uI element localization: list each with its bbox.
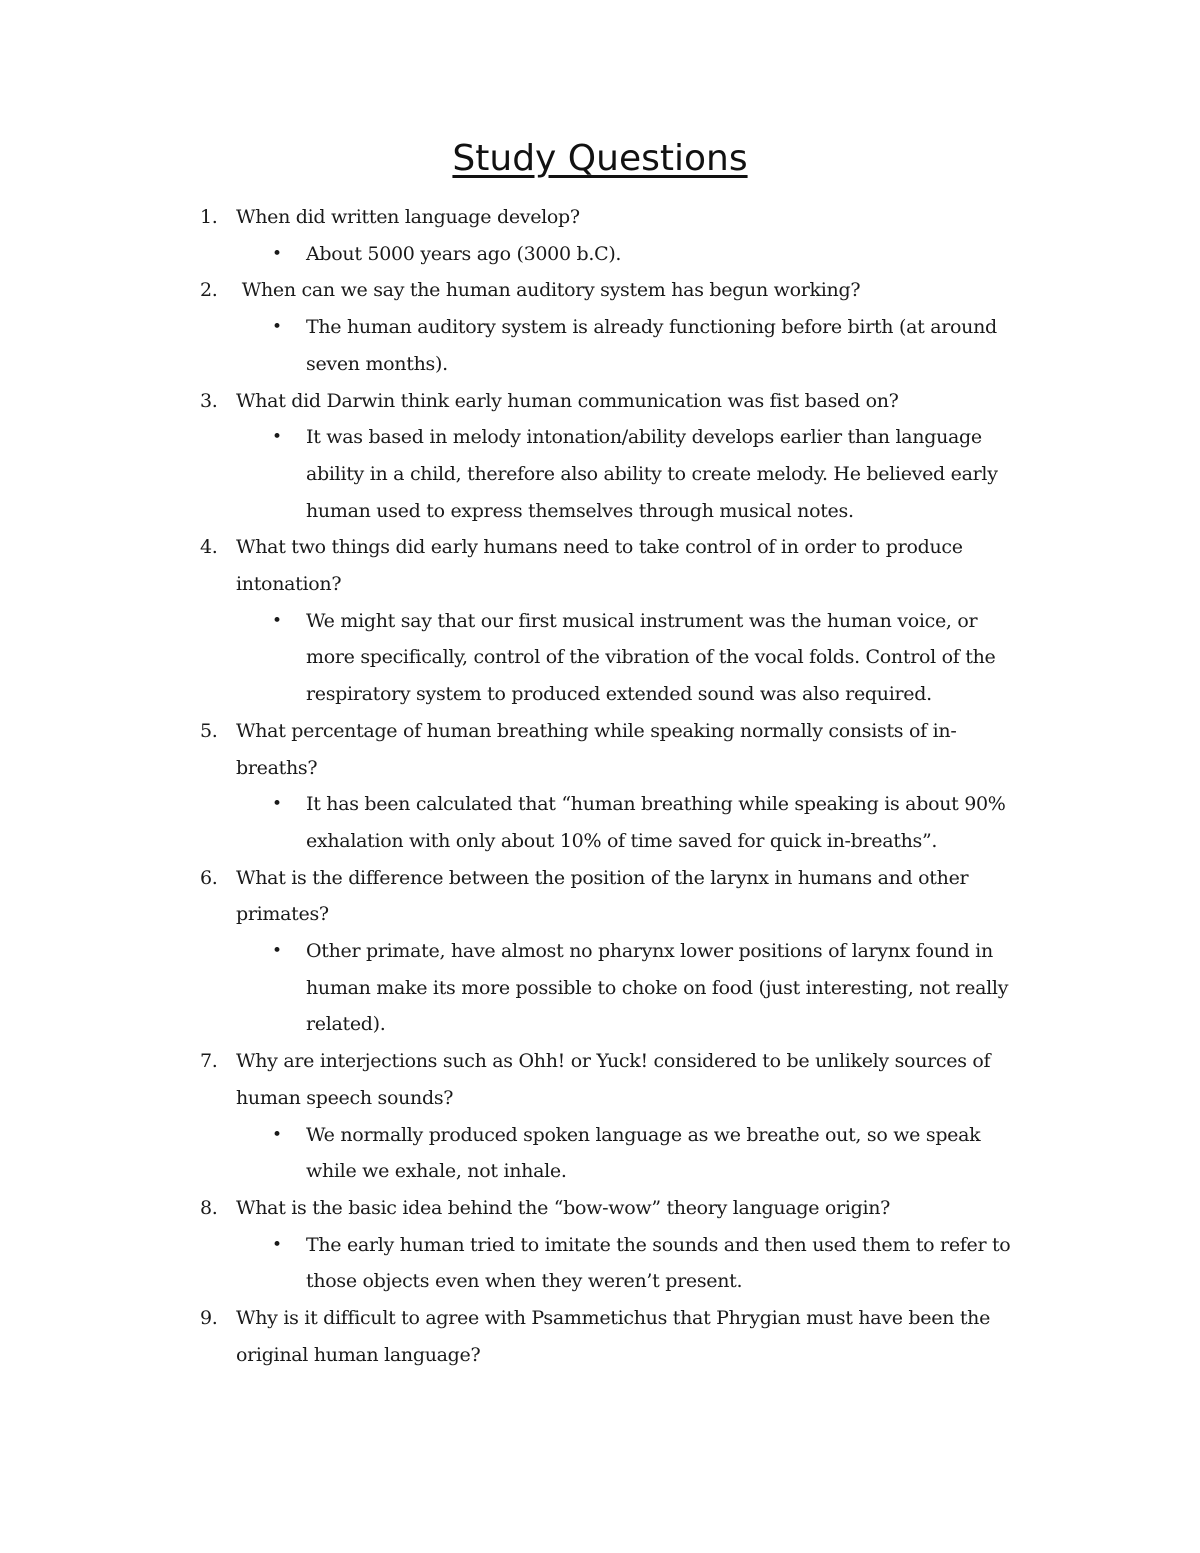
question-item: [200, 1190, 1030, 1227]
question-text: What is the difference between the position of the larynx in humans and other primates?: [236, 866, 975, 926]
question-item: [200, 713, 1030, 786]
question-number: 8.: [200, 1196, 218, 1219]
bullet-icon: •: [272, 1124, 282, 1145]
question-text: What is the basic idea behind the “bow-wow” theory language origin?: [236, 1196, 891, 1219]
question-number: 9.: [200, 1307, 218, 1330]
question-item: [200, 1043, 1030, 1116]
question-list: [200, 199, 1030, 1374]
answer-text: We normally produced spoken language as we breathe out, so we speak while we exhale, not inhale.: [306, 1123, 981, 1183]
question-item: [200, 199, 1030, 236]
question-text: What percentage of human breathing while speaking normally consists of in-breaths?: [236, 719, 957, 779]
bullet-icon: •: [272, 243, 282, 264]
answer-text: The human auditory system is already functioning before birth (at around seven months).: [306, 316, 997, 375]
answer-text: It was based in melody intonation/ability develops earlier than language ability in a child, therefore also ability to create melody. He believed early human used to express themselves through musical notes.: [306, 426, 998, 522]
answer-item: [200, 786, 1030, 859]
question-number: 2.: [200, 279, 218, 302]
question-text: What two things did early humans need to take control of in order to produce intonation?: [236, 536, 969, 596]
question-number: 1.: [200, 206, 218, 228]
question-item: [200, 860, 1030, 933]
bullet-icon: •: [272, 794, 282, 815]
question-text: Why is it difficult to agree with Psammetichus that Phrygian must have been the original human language?: [236, 1307, 996, 1366]
question-text: What did Darwin think early human communication was fist based on?: [236, 389, 899, 412]
answer-item: [200, 419, 1030, 529]
question-number: 5.: [200, 719, 218, 742]
answer-text: We might say that our first musical instrument was the human voice, or more specifically, control of the vibration of the vocal folds. Control of the respiratory system to produced extended sound was also required.: [306, 609, 996, 706]
question-item: [200, 383, 1030, 420]
question-number: 4.: [200, 536, 218, 559]
bullet-icon: •: [272, 941, 282, 962]
answer-text: Other primate, have almost no pharynx lower positions of larynx found in human make its more possible to choke on food (just interesting, not really related).: [306, 940, 1009, 1036]
bullet-icon: •: [272, 317, 282, 338]
bullet-icon: •: [272, 610, 282, 631]
question-number: 3.: [200, 389, 218, 412]
question-number: 6.: [200, 866, 218, 889]
bullet-icon: •: [272, 1234, 282, 1255]
page-title: Study Questions: [452, 138, 748, 179]
question-text: When did written language develop?: [236, 206, 580, 228]
question-text: When can we say the human auditory system has begun working?: [236, 279, 861, 302]
question-item: [200, 529, 1030, 602]
answer-item: [200, 1117, 1030, 1190]
answer-item: [200, 236, 1030, 273]
question-item: [200, 272, 1030, 309]
answer-text: About 5000 years ago (3000 b.C).: [306, 242, 622, 265]
answer-item: [200, 933, 1030, 1043]
question-item: [200, 1300, 1030, 1373]
answer-text: It has been calculated that “human breathing while speaking is about 90% exhalation with only about 10% of time saved for quick in-breaths”.: [306, 793, 1006, 852]
answer-text: The early human tried to imitate the sounds and then used them to refer to those objects even when they weren’t present.: [306, 1233, 1011, 1293]
answer-item: [200, 309, 1030, 382]
bullet-icon: •: [272, 427, 282, 448]
question-number: 7.: [200, 1050, 218, 1073]
question-text: Why are interjections such as Ohh! or Yuck! considered to be unlikely sources of human speech sounds?: [236, 1050, 997, 1109]
answer-item: [200, 1227, 1030, 1300]
answer-item: [200, 603, 1030, 713]
